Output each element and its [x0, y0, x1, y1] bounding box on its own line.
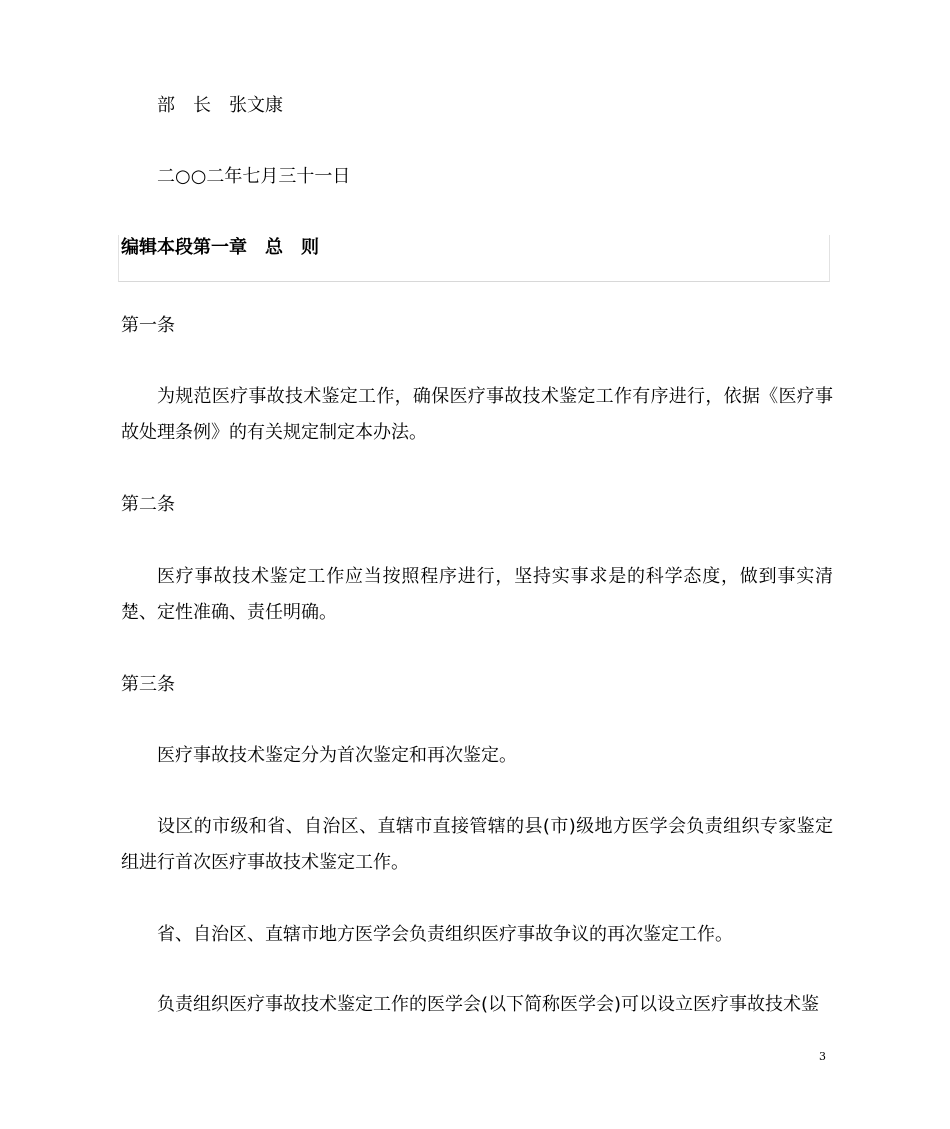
article-3-paragraph-1: 医疗事故技术鉴定分为首次鉴定和再次鉴定。 [157, 745, 517, 766]
signature-title: 部 长 张文康 [157, 95, 283, 116]
article-1-label: 第一条 [121, 315, 175, 336]
article-3-label: 第三条 [121, 674, 175, 695]
article-3-paragraph-2: 设区的市级和省、自治区、直辖市直接管辖的县(市)级地方医学会负责组织专家鉴定组进行首次医疗事故技术鉴定工作。 [121, 816, 833, 873]
article-3-paragraph-3: 省、自治区、直辖市地方医学会负责组织医疗事故争议的再次鉴定工作。 [157, 924, 733, 945]
article-3-paragraph-4: 负责组织医疗事故技术鉴定工作的医学会(以下简称医学会)可以设立医疗事故技术鉴 [157, 994, 820, 1015]
article-1-paragraph-1: 为规范医疗事故技术鉴定工作，确保医疗事故技术鉴定工作有序进行，依据《医疗事故处理条例》的有关规定制定本办法。 [121, 386, 833, 443]
article-2-paragraph-1: 医疗事故技术鉴定工作应当按照程序进行，坚持实事求是的科学态度，做到事实清楚、定性准确、责任明确。 [121, 566, 833, 623]
signature-date: 二○○二年七月三十一日 [157, 166, 351, 187]
page-number: 3 [819, 1050, 826, 1063]
article-2-label: 第二条 [121, 494, 175, 515]
chapter-heading: 编辑本段第一章 总 则 [121, 237, 319, 258]
